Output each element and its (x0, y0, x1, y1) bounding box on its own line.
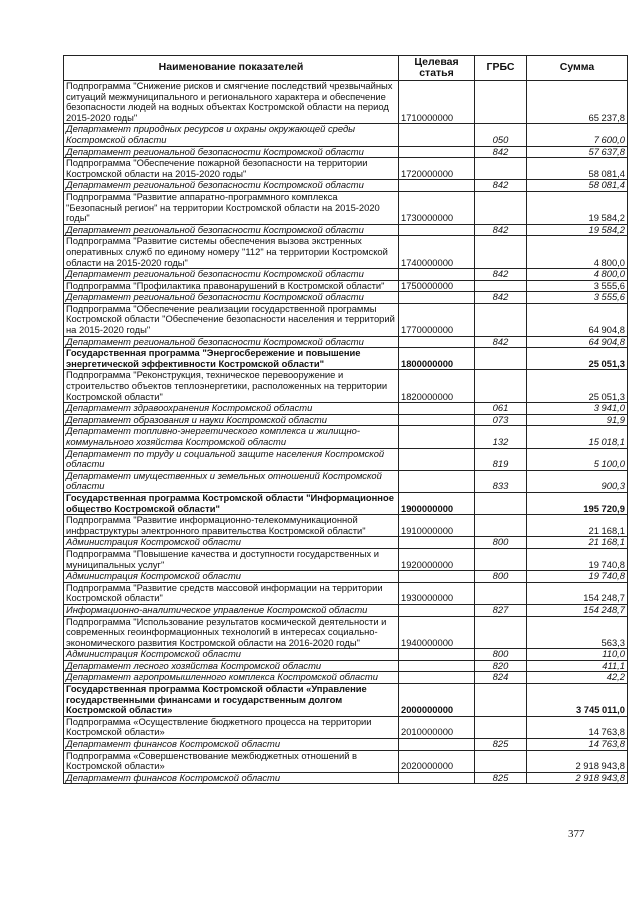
row-sum-cell: 42,2 (527, 672, 628, 684)
table-row (64, 124, 628, 146)
row-code-cell (399, 571, 475, 583)
table-row (64, 649, 628, 661)
row-code-cell: 1770000000 (399, 303, 475, 336)
row-code-cell (399, 224, 475, 236)
table-row (64, 180, 628, 192)
row-grbs-cell: 827 (475, 604, 527, 616)
row-code-cell: 2020000000 (399, 750, 475, 772)
row-grbs-cell (475, 158, 527, 180)
table-row (64, 403, 628, 415)
row-code-cell: 1920000000 (399, 548, 475, 570)
header-grbs: ГРБС (475, 56, 527, 81)
row-grbs-cell: 842 (475, 292, 527, 304)
table-row (64, 280, 628, 292)
row-name-cell: Подпрограмма "Обеспечение пожарной безопасности на территории Костромской области на 2015-2020 годы" (64, 158, 399, 180)
row-name-cell: Подпрограмма "Развитие системы обеспечения вызова экстренных оперативных служб по единому номеру "112" на территории Костромской области на 2015-2020 годы" (64, 236, 399, 269)
row-code-cell (399, 336, 475, 348)
row-sum-cell: 21 168,1 (527, 515, 628, 537)
table-body (64, 81, 628, 784)
row-grbs-cell (475, 81, 527, 124)
header-code: Целевая статья (399, 56, 475, 81)
row-name-cell: Подпрограмма "Развитие средств массовой информации на территории Костромской области" (64, 582, 399, 604)
row-grbs-cell: 800 (475, 537, 527, 549)
row-code-cell: 1740000000 (399, 236, 475, 269)
row-code-cell: 2000000000 (399, 684, 475, 717)
row-code-cell: 1800000000 (399, 348, 475, 370)
row-grbs-cell (475, 280, 527, 292)
row-code-cell (399, 660, 475, 672)
row-name-cell: Департамент здравоохранения Костромской области (64, 403, 399, 415)
row-code-cell (399, 146, 475, 158)
table-row (64, 604, 628, 616)
row-grbs-cell (475, 548, 527, 570)
row-grbs-cell (475, 684, 527, 717)
row-sum-cell: 195 720,9 (527, 492, 628, 514)
row-name-cell: Подпрограмма "Развитие информационно-телекоммуникационной инфраструктуры электронного правительства Костромской области" (64, 515, 399, 537)
row-name-cell: Департамент природных ресурсов и охраны окружающей среды Костромской области (64, 124, 399, 146)
row-code-cell (399, 292, 475, 304)
table-row (64, 684, 628, 717)
row-sum-cell: 5 100,0 (527, 448, 628, 470)
table-row (64, 672, 628, 684)
row-code-cell (399, 448, 475, 470)
table-row (64, 716, 628, 738)
row-name-cell: Департамент региональной безопасности Костромской области (64, 336, 399, 348)
row-code-cell: 2010000000 (399, 716, 475, 738)
row-name-cell: Департамент региональной безопасности Костромской области (64, 180, 399, 192)
row-sum-cell: 19 740,8 (527, 571, 628, 583)
row-sum-cell: 19 740,8 (527, 548, 628, 570)
row-code-cell: 1820000000 (399, 370, 475, 403)
row-grbs-cell: 825 (475, 772, 527, 784)
row-code-cell: 1720000000 (399, 158, 475, 180)
row-name-cell: Подпрограмма "Обеспечение реализации государственной программы Костромской области "Обеспечение безопасности населения и территорий на 2015-2020 годы" (64, 303, 399, 336)
row-name-cell: Департамент финансов Костромской области (64, 772, 399, 784)
row-sum-cell: 25 051,3 (527, 370, 628, 403)
row-name-cell: Подпрограмма «Совершенствование межбюджетных отношений в Костромской области» (64, 750, 399, 772)
row-sum-cell: 154 248,7 (527, 604, 628, 616)
row-code-cell (399, 772, 475, 784)
row-name-cell: Департамент имущественных и земельных отношений Костромской области (64, 470, 399, 492)
row-code-cell (399, 649, 475, 661)
row-code-cell (399, 124, 475, 146)
table-row (64, 548, 628, 570)
row-code-cell (399, 470, 475, 492)
row-code-cell (399, 537, 475, 549)
row-grbs-cell (475, 191, 527, 224)
row-sum-cell: 19 584,2 (527, 191, 628, 224)
page-number: 377 (568, 828, 585, 840)
row-code-cell: 1900000000 (399, 492, 475, 514)
row-grbs-cell: 842 (475, 224, 527, 236)
table-row (64, 582, 628, 604)
row-name-cell: Информационно-аналитическое управление Костромской области (64, 604, 399, 616)
table-row (64, 537, 628, 549)
row-code-cell (399, 269, 475, 281)
row-sum-cell: 110,0 (527, 649, 628, 661)
row-grbs-cell: 820 (475, 660, 527, 672)
table-row (64, 571, 628, 583)
table-row (64, 336, 628, 348)
row-name-cell: Департамент образования и науки Костромской области (64, 414, 399, 426)
row-name-cell: Департамент по труду и социальной защите населения Костромской области (64, 448, 399, 470)
table-row (64, 448, 628, 470)
row-sum-cell: 64 904,8 (527, 303, 628, 336)
row-grbs-cell (475, 492, 527, 514)
row-name-cell: Подпрограмма "Использование результатов космической деятельности и современных геоинформационных технологий в интересах социально-экономического развития Костромской области на 2016-2020 годы" (64, 616, 399, 649)
row-grbs-cell: 073 (475, 414, 527, 426)
header-sum: Сумма (527, 56, 628, 81)
row-grbs-cell: 842 (475, 146, 527, 158)
row-grbs-cell: 842 (475, 269, 527, 281)
table-row (64, 292, 628, 304)
table-row (64, 158, 628, 180)
row-sum-cell: 19 584,2 (527, 224, 628, 236)
row-name-cell: Департамент финансов Костромской области (64, 739, 399, 751)
row-grbs-cell (475, 616, 527, 649)
row-sum-cell: 58 081,4 (527, 158, 628, 180)
row-name-cell: Подпрограмма "Развитие аппаратно-программного комплекса "Безопасный регион" на территории Костромской области на 2015-2020 годы" (64, 191, 399, 224)
row-grbs-cell: 819 (475, 448, 527, 470)
table-row (64, 470, 628, 492)
row-grbs-cell: 800 (475, 649, 527, 661)
row-code-cell (399, 739, 475, 751)
row-code-cell (399, 604, 475, 616)
table-row (64, 146, 628, 158)
row-name-cell: Подпрограмма «Осуществление бюджетного процесса на территории Костромской области» (64, 716, 399, 738)
row-name-cell: Подпрограмма "Профилактика правонарушений в Костромской области" (64, 280, 399, 292)
row-sum-cell: 64 904,8 (527, 336, 628, 348)
row-name-cell: Подпрограмма "Реконструкция, техническое перевооружение и строительство объектов теплоэнергетики, расположенных на территории Костромской области" (64, 370, 399, 403)
row-grbs-cell (475, 303, 527, 336)
row-code-cell (399, 414, 475, 426)
table-row (64, 739, 628, 751)
row-grbs-cell (475, 750, 527, 772)
budget-table (63, 55, 628, 784)
table-row (64, 348, 628, 370)
row-name-cell: Департамент агропромышленного комплекса Костромской области (64, 672, 399, 684)
row-name-cell: Департамент региональной безопасности Костромской области (64, 146, 399, 158)
row-grbs-cell: 842 (475, 180, 527, 192)
table-row (64, 660, 628, 672)
row-name-cell: Государственная программа "Энергосбережение и повышение энергетической эффективности Костромской области" (64, 348, 399, 370)
row-name-cell: Администрация Костромской области (64, 537, 399, 549)
row-name-cell: Департамент топливно-энергетического комплекса и жилищно-коммунального хозяйства Костромской области (64, 426, 399, 448)
row-grbs-cell: 842 (475, 336, 527, 348)
table-row (64, 370, 628, 403)
row-name-cell: Администрация Костромской области (64, 649, 399, 661)
row-name-cell: Департамент лесного хозяйства Костромской области (64, 660, 399, 672)
row-code-cell: 1940000000 (399, 616, 475, 649)
row-code-cell: 1910000000 (399, 515, 475, 537)
table-row (64, 426, 628, 448)
table-row (64, 224, 628, 236)
row-sum-cell: 15 018,1 (527, 426, 628, 448)
row-code-cell (399, 180, 475, 192)
row-name-cell: Подпрограмма "Повышение качества и доступности государственных и муниципальных услуг" (64, 548, 399, 570)
row-sum-cell: 21 168,1 (527, 537, 628, 549)
row-sum-cell: 65 237,8 (527, 81, 628, 124)
row-sum-cell: 411,1 (527, 660, 628, 672)
row-grbs-cell: 833 (475, 470, 527, 492)
row-name-cell: Государственная программа Костромской области "Информационное общество Костромской области" (64, 492, 399, 514)
row-sum-cell: 14 763,8 (527, 739, 628, 751)
row-grbs-cell: 050 (475, 124, 527, 146)
row-grbs-cell: 132 (475, 426, 527, 448)
row-sum-cell: 900,3 (527, 470, 628, 492)
table-row (64, 303, 628, 336)
row-sum-cell: 4 800,0 (527, 236, 628, 269)
row-sum-cell: 3 745 011,0 (527, 684, 628, 717)
table-header-row (64, 56, 628, 81)
row-sum-cell: 2 918 943,8 (527, 772, 628, 784)
table-row (64, 515, 628, 537)
row-grbs-cell (475, 236, 527, 269)
table-row (64, 772, 628, 784)
table-row (64, 492, 628, 514)
row-grbs-cell: 824 (475, 672, 527, 684)
table-row (64, 750, 628, 772)
row-sum-cell: 563,3 (527, 616, 628, 649)
row-name-cell: Администрация Костромской области (64, 571, 399, 583)
row-code-cell (399, 672, 475, 684)
header-name: Наименование показателей (64, 56, 399, 81)
row-sum-cell: 3 941,0 (527, 403, 628, 415)
row-grbs-cell (475, 348, 527, 370)
row-sum-cell: 91,9 (527, 414, 628, 426)
table-row (64, 236, 628, 269)
row-code-cell: 1750000000 (399, 280, 475, 292)
row-name-cell: Государственная программа Костромской области «Управление государственными финансами и государственным долгом Костромской области» (64, 684, 399, 717)
row-grbs-cell: 061 (475, 403, 527, 415)
table-row (64, 269, 628, 281)
row-grbs-cell (475, 716, 527, 738)
row-sum-cell: 3 555,6 (527, 280, 628, 292)
row-sum-cell: 14 763,8 (527, 716, 628, 738)
row-sum-cell: 25 051,3 (527, 348, 628, 370)
row-code-cell (399, 403, 475, 415)
row-code-cell: 1730000000 (399, 191, 475, 224)
table-row (64, 616, 628, 649)
row-sum-cell: 4 800,0 (527, 269, 628, 281)
row-sum-cell: 57 637,8 (527, 146, 628, 158)
row-name-cell: Департамент региональной безопасности Костромской области (64, 269, 399, 281)
row-name-cell: Департамент региональной безопасности Костромской области (64, 292, 399, 304)
row-name-cell: Департамент региональной безопасности Костромской области (64, 224, 399, 236)
row-sum-cell: 58 081,4 (527, 180, 628, 192)
row-code-cell: 1930000000 (399, 582, 475, 604)
row-grbs-cell (475, 582, 527, 604)
row-sum-cell: 7 600,0 (527, 124, 628, 146)
row-code-cell: 1710000000 (399, 81, 475, 124)
row-sum-cell: 2 918 943,8 (527, 750, 628, 772)
row-grbs-cell (475, 515, 527, 537)
row-name-cell: Подпрограмма "Снижение рисков и смягчение последствий чрезвычайных ситуаций межмуниципального и регионального характера и обеспечение безопасности людей на водных объектах Костромской области на период 2015-2020 годы" (64, 81, 399, 124)
row-grbs-cell: 825 (475, 739, 527, 751)
row-sum-cell: 3 555,6 (527, 292, 628, 304)
table-row (64, 414, 628, 426)
table-row (64, 81, 628, 124)
row-grbs-cell (475, 370, 527, 403)
table-row (64, 191, 628, 224)
row-grbs-cell: 800 (475, 571, 527, 583)
row-sum-cell: 154 248,7 (527, 582, 628, 604)
row-code-cell (399, 426, 475, 448)
